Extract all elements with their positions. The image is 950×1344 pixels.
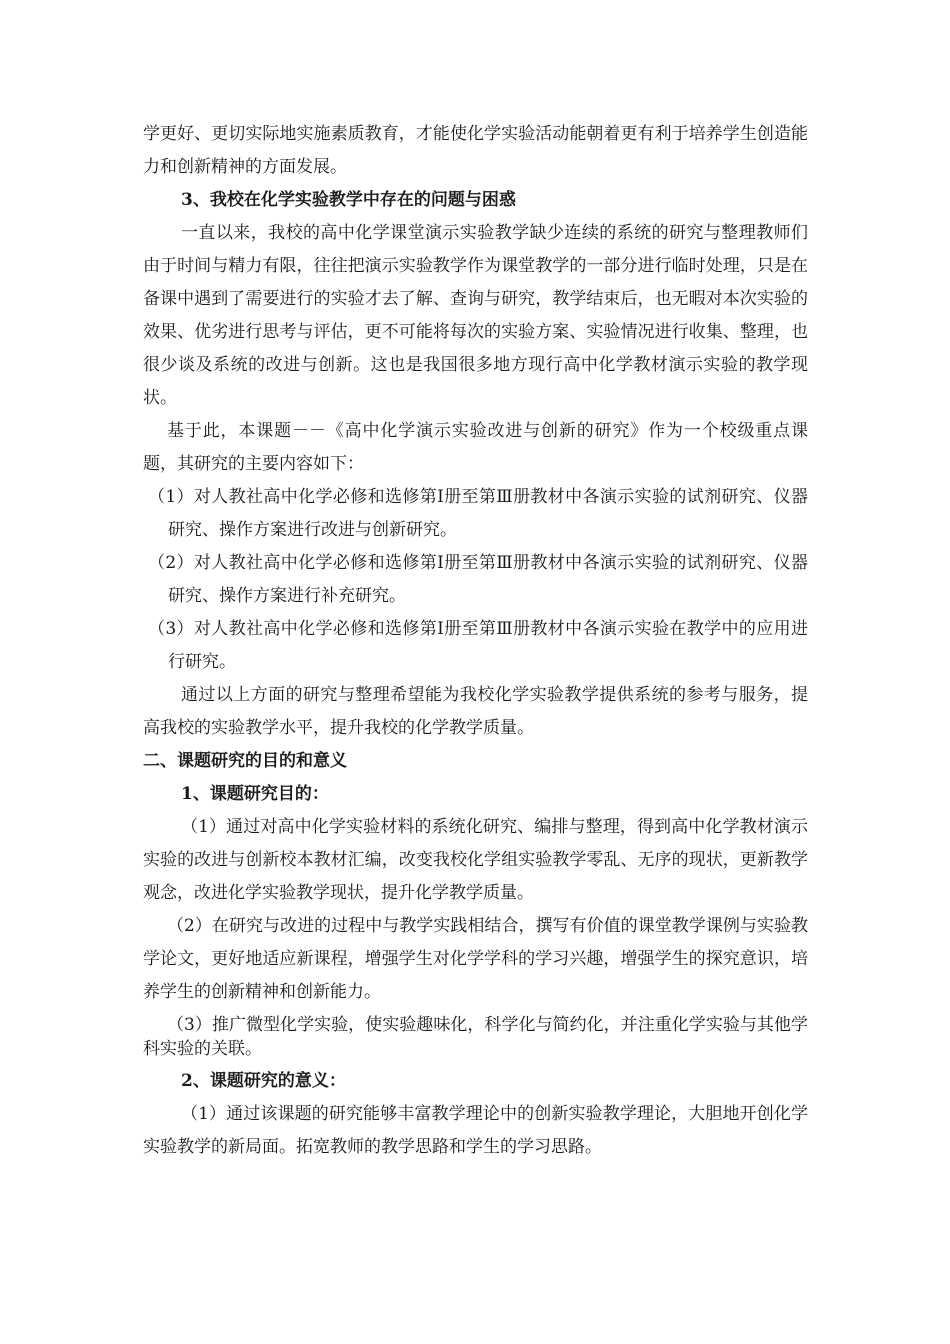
heading-significance: 2、课题研究的意义：	[181, 1071, 346, 1091]
list-item-1: （1）对人教社高中化学必修和选修第Ⅰ册至第Ⅲ册教材中各演示实验的试剂研究、仪器研究、操作方案进行改进与创新研究。	[148, 487, 808, 540]
paragraph-problems: 一直以来，我校的高中化学课堂演示实验教学缺少连续的系统的研究与整理教师们由于时间与精力有限，往往把演示实验教学作为课堂教学的一部分进行临时处理，只是在备课中遇到了需要进行的实验才去了解、查询与研究，教学结束后，也无暇对本次实验的效果、优劣进行思考与评估，更不可能将每次的实验方案、实验情况进行收集、整理，也很少谈及系统的改进与创新。这也是我国很多地方现行高中化学教材演示实验的教学现状。	[143, 223, 808, 408]
paragraph-summary: 通过以上方面的研究与整理希望能为我校化学实验教学提供系统的参考与服务，提高我校的实验教学水平，提升我校的化学教学质量。	[143, 685, 808, 738]
paragraph-research-content: 基于此，本课题－－《高中化学演示实验改进与创新的研究》作为一个校级重点课题，其研究的主要内容如下：	[143, 421, 808, 474]
paragraph-purpose-3: （3）推广微型化学实验，使实验趣味化，科学化与简约化，并注重化学实验与其他学科实验的关联。	[143, 1015, 808, 1059]
paragraph-purpose-2: （2）在研究与改进的过程中与教学实践相结合，撰写有价值的课堂教学课例与实验教学论文，更好地适应新课程，增强学生对化学学科的学习兴趣，增强学生的探究意识，培养学生的创新精神和创新能力。	[143, 916, 808, 1002]
paragraph-purpose-1: （1）通过对高中化学实验材料的系统化研究、编排与整理，得到高中化学教材演示实验的改进与创新校本教材汇编，改变我校化学组实验教学零乱、无序的现状，更新教学观念，改进化学实验教学现状，提升化学教学质量。	[143, 817, 808, 903]
heading-purpose: 1、课题研究目的：	[181, 784, 329, 804]
list-item-3: （3）对人教社高中化学必修和选修第Ⅰ册至第Ⅲ册教材中各演示实验在教学中的应用进行研究。	[148, 619, 808, 672]
list-item-2: （2）对人教社高中化学必修和选修第Ⅰ册至第Ⅲ册教材中各演示实验的试剂研究、仪器研究、操作方案进行补充研究。	[148, 553, 808, 606]
paragraph-significance-1: （1）通过该课题的研究能够丰富教学理论中的创新实验教学理论，大胆地开创化学实验教学的新局面。拓宽教师的教学思路和学生的学习思路。	[143, 1104, 808, 1157]
heading-problems: 3、我校在化学实验教学中存在的问题与困惑	[181, 190, 516, 210]
heading-purpose-significance: 二、课题研究的目的和意义	[143, 751, 347, 771]
paragraph-intro-continued: 学更好、更切实际地实施素质教育，才能使化学实验活动能朝着更有利于培养学生创造能力和创新精神的方面发展。	[143, 124, 808, 177]
document-page	[143, 118, 808, 1164]
